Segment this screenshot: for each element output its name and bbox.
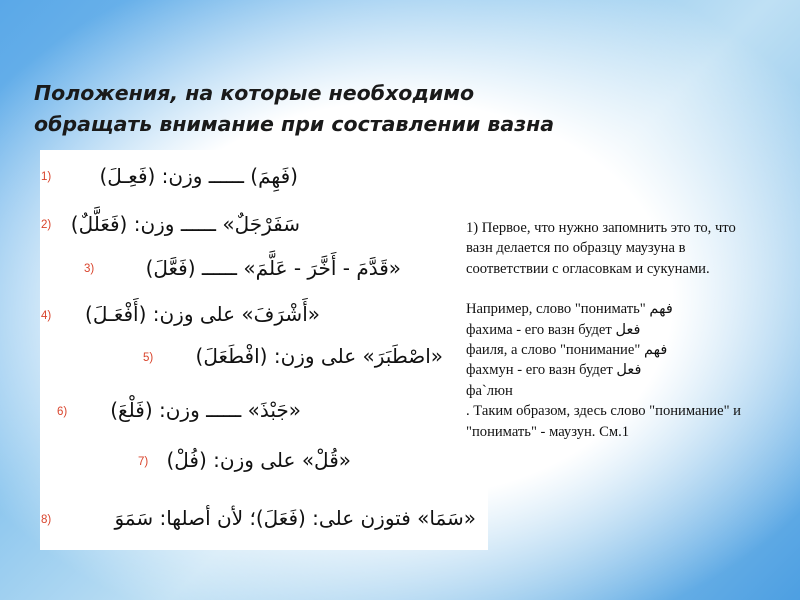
- example-arabic-6: «جَبْذَ» ــــــ وزن: (فَلْعَ): [110, 398, 301, 422]
- explanation-line-2: фахима - его вазн будет فعل: [466, 321, 641, 338]
- example-number-5: 5): [143, 352, 154, 364]
- example-row-7: [40, 444, 488, 484]
- explanation-paragraph-1: 1) Первое, что нужно запомнить это то, что вазн делается по образцу маузуна в соответствии с огласовкам и сукунами.: [466, 220, 736, 277]
- example-arabic-7: «قُلْ» على وزن: (فُلْ): [166, 448, 351, 472]
- example-number-2: 2): [41, 219, 52, 231]
- explanation-line-1: Например, слово "понимать" فهم: [466, 301, 673, 318]
- example-arabic-5: «اصْطَبَرَ» على وزن: (افْطَعَلَ): [195, 344, 443, 368]
- paragraph-gap: [466, 279, 766, 299]
- example-row-6: [40, 394, 488, 434]
- explanation-paragraph-2: [466, 299, 766, 442]
- example-number-7: 7): [138, 456, 149, 468]
- explanation-line-3: фаиля, а слово "понимание" فهم: [466, 342, 668, 359]
- arabic-examples-panel: [40, 150, 488, 550]
- explanation-line-5: фа`люн: [466, 382, 513, 399]
- explanation-line-6: . Таким образом, здесь слово "понимание" и "понимать" - маузун. См.1: [466, 403, 741, 440]
- example-number-6: 6): [57, 406, 68, 418]
- example-row-4: [40, 298, 488, 338]
- example-number-4: 4): [41, 310, 52, 322]
- slide-title: [34, 78, 754, 140]
- example-row-5: [40, 338, 488, 378]
- example-number-1: 1): [41, 171, 52, 183]
- example-row-1: [40, 158, 488, 198]
- slide-title-line-1: Положения, на которые необходимо: [34, 81, 475, 105]
- example-arabic-4: «أَشْرَفَ» على وزن: (أَفْعَـلَ): [85, 302, 320, 326]
- explanation-text-block: [466, 218, 766, 442]
- example-arabic-8: «سَمَا» فتوزن على: (فَعَلَ)؛ لأن أصلها: سَمَوَ: [114, 506, 476, 530]
- explanation-line-4: фахмун - его вазн будет فعل: [466, 362, 642, 379]
- example-arabic-2: سَفَرْجَلٌ» ــــــ وزن: (فَعَلَّلٌ): [70, 212, 300, 236]
- example-number-8: 8): [41, 514, 52, 526]
- slide-title-line-2: обращать внимание при составлении вазна: [34, 112, 555, 136]
- example-row-8: [40, 504, 488, 544]
- example-number-3: 3): [84, 263, 95, 275]
- example-row-2: [40, 206, 488, 246]
- example-row-3: [40, 252, 488, 292]
- example-arabic-1: (فَهِمَ) ــــــ وزن: (فَعِـلَ): [99, 164, 298, 188]
- example-arabic-3: «قَدَّمَ - أَخَّرَ - عَلَّمَ» ــــــ (فَعَّلَ): [145, 256, 401, 280]
